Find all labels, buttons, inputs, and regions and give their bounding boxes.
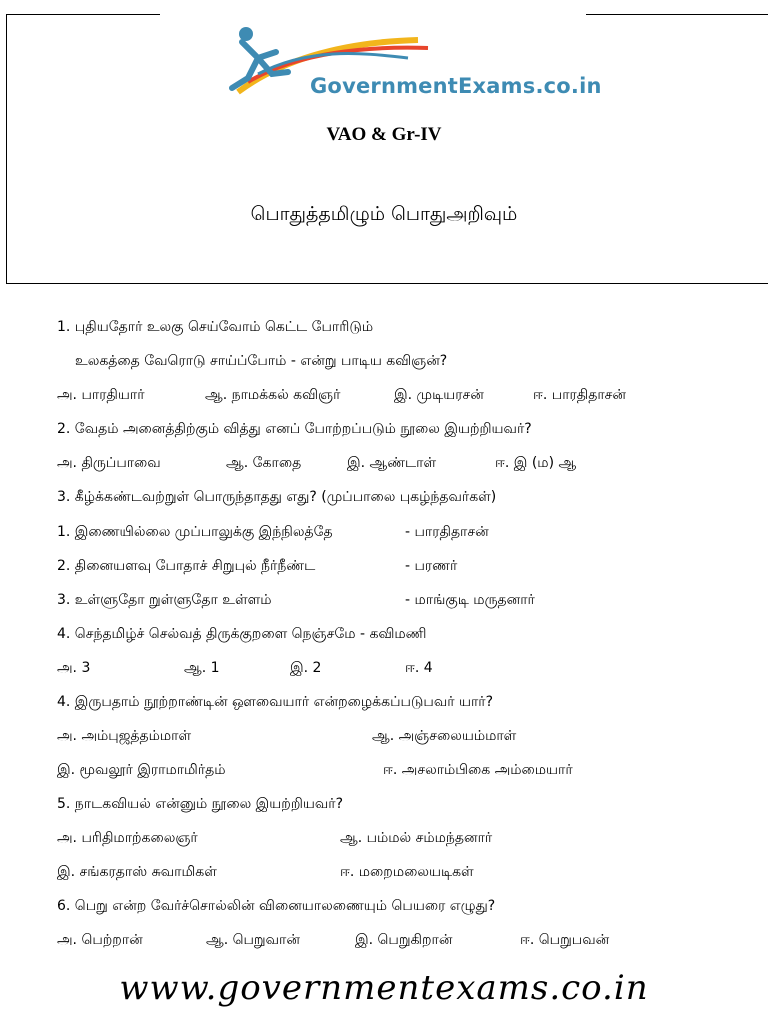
q5-option-c: இ. சங்கரதாஸ் சுவாமிகள்: [57, 864, 217, 880]
q4-option-c: இ. மூவலூர் இராமாமிர்தம்: [57, 762, 226, 778]
q3-option-b: ஆ. 1: [184, 660, 220, 676]
q1-option-a: அ. பாரதியார்: [57, 387, 145, 403]
question-5: 5. நாடகவியல் என்னும் நூலை இயற்றியவர்?: [57, 796, 344, 812]
question-2: 2. வேதம் அனைத்திற்கும் வித்து எனப் போற்றப்படும் நூலை இயற்றியவர்?: [57, 421, 532, 437]
question-3: 3. கீழ்க்கண்டவற்றுள் பொருந்தாதது எது? (முப்பாலை புகழ்ந்தவர்கள்): [57, 489, 497, 505]
q3-item-2-right: - பரணர்: [405, 558, 458, 574]
q3-option-c: இ. 2: [290, 660, 322, 676]
q6-option-a: அ. பெற்றான்: [57, 932, 143, 948]
q3-item-1-left: 1. இணையில்லை முப்பாலுக்கு இந்நிலத்தே: [57, 524, 333, 540]
q3-item-2-left: 2. தினையளவு போதாச் சிறுபுல் நீர்நீண்ட: [57, 558, 316, 574]
q5-option-b: ஆ. பம்மல் சம்மந்தனார்: [340, 830, 493, 846]
q6-option-b: ஆ. பெறுவான்: [206, 932, 300, 948]
q6-option-d: ஈ. பெறுபவன்: [520, 932, 610, 948]
q3-option-a: அ. 3: [57, 660, 91, 676]
exam-subtitle: VAO & Gr-IV: [326, 124, 442, 145]
question-4: 4. இருபதாம் நூற்றாண்டின் ஔவையார் என்றழைக்கப்படுபவர் யார்?: [57, 694, 494, 710]
page-title: பொதுத்தமிழும் பொதுஅறிவும்: [250, 203, 518, 225]
q3-item-4: 4. செந்தமிழ்ச் செல்வத் திருக்குறளை நெஞ்சமே - கவிமணி: [57, 626, 427, 642]
q3-item-3-right: - மாங்குடி மருதனார்: [405, 592, 535, 608]
question-6: 6. பெறு என்ற வேர்ச்சொல்லின் வினையாலணையும் பெயரை எழுது?: [57, 898, 496, 914]
q3-item-1-right: - பாரதிதாசன்: [405, 524, 489, 540]
q2-option-c: இ. ஆண்டாள்: [347, 455, 437, 471]
question-1-line-1: 1. புதியதோர் உலகு செய்வோம் கெட்ட போரிடும்: [57, 319, 374, 335]
q1-option-c: இ. முடியரசன்: [394, 387, 484, 403]
q2-option-d: ஈ. இ (ம) ஆ: [495, 455, 577, 471]
question-1-line-2: உலகத்தை வேரொடு சாய்ப்போம் - என்று பாடிய கவிஞன்?: [75, 353, 448, 369]
q5-option-a: அ. பரிதிமாற்கலைஞர்: [57, 830, 198, 846]
q3-option-d: ஈ. 4: [405, 660, 433, 676]
q5-option-d: ஈ. மறைமலையடிகள்: [340, 864, 474, 880]
q1-option-d: ஈ. பாரதிதாசன்: [533, 387, 626, 403]
q4-option-d: ஈ. அசலாம்பிகை அம்மையார்: [383, 762, 573, 778]
footer-url: www.governmentexams.co.in: [119, 968, 649, 1008]
q6-option-c: இ. பெறுகிறான்: [355, 932, 453, 948]
header-rule-left: [6, 14, 160, 15]
q4-option-a: அ. அம்புஜத்தம்மாள்: [57, 728, 192, 744]
q3-item-3-left: 3. உள்ளுதோ றுள்ளுதோ உள்ளம்: [57, 592, 272, 608]
q1-option-b: ஆ. நாமக்கல் கவிஞர்: [205, 387, 341, 403]
logo-text: GovernmentExams.co.in: [310, 74, 602, 98]
q4-option-b: ஆ. அஞ்சலையம்மாள்: [372, 728, 517, 744]
q2-option-a: அ. திருப்பாவை: [57, 455, 161, 471]
q2-option-b: ஆ. கோதை: [226, 455, 302, 471]
header-rule-right: [586, 14, 768, 15]
